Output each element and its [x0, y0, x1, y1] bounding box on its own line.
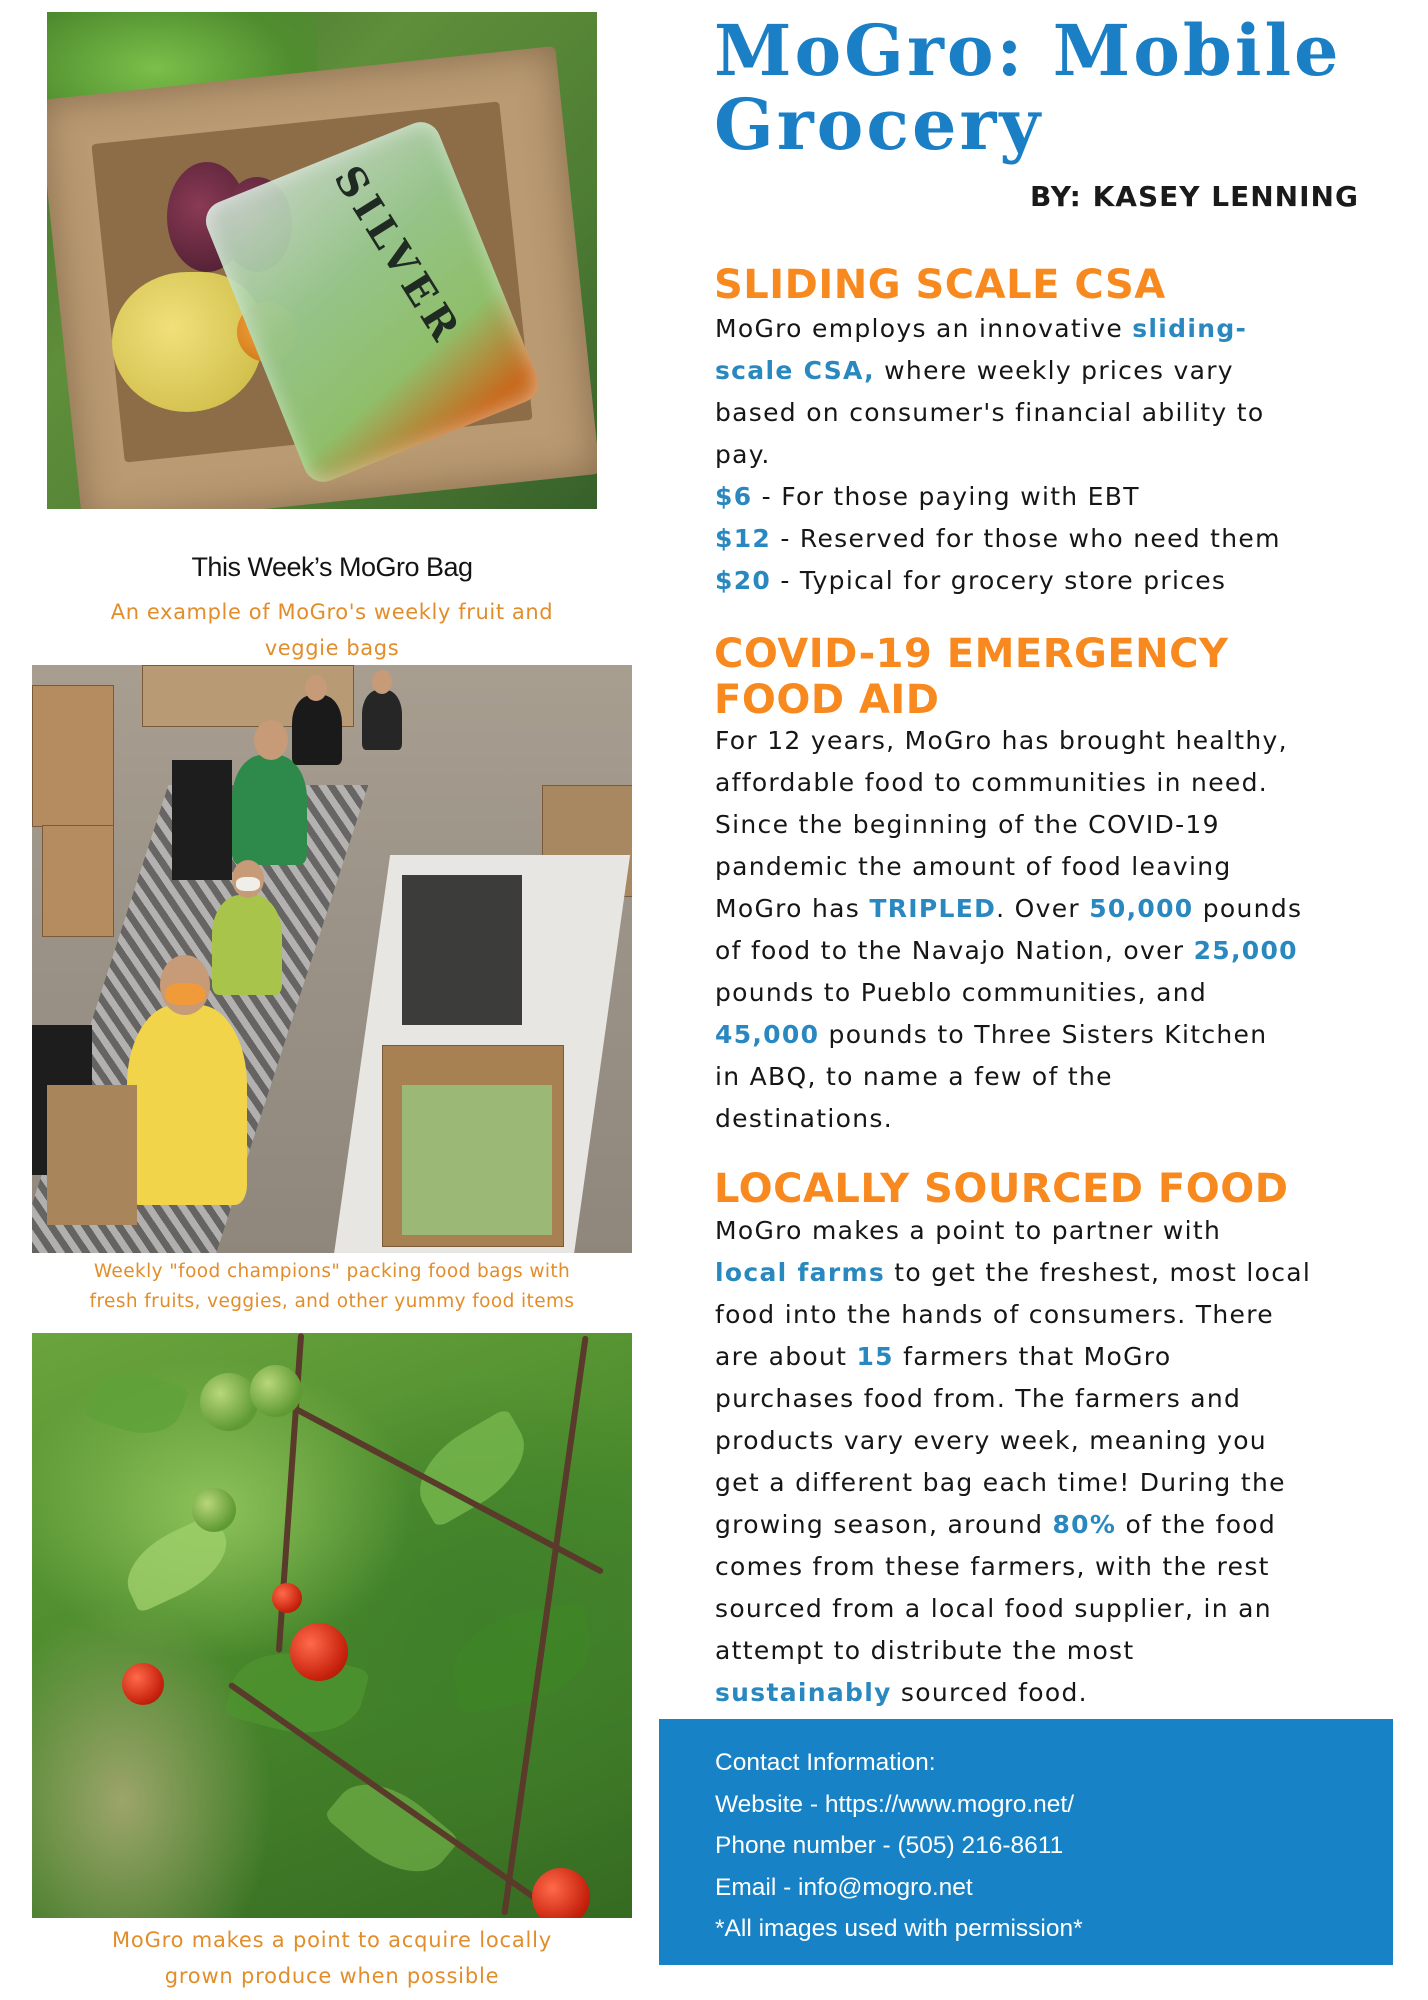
- text-segment: MoGro has: [715, 894, 870, 923]
- wire-cage: [228, 1682, 543, 1905]
- photo-food-champions: [32, 665, 632, 1253]
- text-line: [715, 1294, 1405, 1336]
- highlight-text: 15: [856, 1342, 894, 1371]
- black-crate: [172, 760, 232, 880]
- greens-in-box: [402, 1085, 552, 1235]
- highlight-text: scale CSA,: [715, 356, 875, 385]
- face-mask: [236, 877, 260, 891]
- text-segment: products vary every week, meaning you: [715, 1426, 1267, 1455]
- sliding-scale-body: [715, 308, 1405, 602]
- wire-cage: [266, 1391, 604, 1575]
- price-tier: [715, 476, 1405, 518]
- volunteer-yellow-shirt: [127, 1005, 247, 1205]
- text-segment: are about: [715, 1342, 857, 1371]
- price-description: - For those paying with EBT: [752, 482, 1140, 511]
- text-line: [715, 804, 1405, 846]
- text-segment: where weekly prices vary: [874, 356, 1234, 385]
- text-line: [715, 1462, 1405, 1504]
- text-segment: attempt to distribute the most: [715, 1636, 1135, 1665]
- heading-sliding-scale-csa: SLIDING SCALE CSA: [714, 262, 1166, 308]
- text-line: [715, 308, 1405, 350]
- leaf: [403, 1408, 542, 1529]
- text-line: [715, 1056, 1405, 1098]
- contact-heading: Contact Information:: [715, 1749, 936, 1776]
- red-tomato: [290, 1623, 348, 1681]
- volunteer-head: [305, 675, 327, 701]
- highlight-text: TRIPLED: [869, 894, 997, 923]
- contact-website[interactable]: Website - https://www.mogro.net/: [715, 1791, 1075, 1818]
- leaf: [84, 1359, 189, 1446]
- volunteer-green-vest: [232, 755, 307, 865]
- price-tier: [715, 518, 1405, 560]
- text-line: [715, 1588, 1405, 1630]
- text-line: [715, 350, 1405, 392]
- text-segment: in ABQ, to name a few of the: [715, 1062, 1113, 1091]
- text-segment: sourced from a local food supplier, in an: [715, 1594, 1272, 1623]
- local-body: [715, 1210, 1405, 1714]
- text-line: [715, 1252, 1405, 1294]
- photo-grocery-bag: [47, 12, 597, 509]
- green-tomato: [250, 1365, 302, 1417]
- contact-email[interactable]: Email - info@mogro.net: [715, 1874, 973, 1901]
- page-title: [714, 9, 1414, 166]
- text-segment: comes from these farmers, with the rest: [715, 1552, 1270, 1581]
- local-food-paragraph: [715, 1210, 1405, 1714]
- cardboard-boxes: [32, 685, 114, 827]
- heading-locally-sourced-food: LOCALLY SOURCED FOOD: [714, 1166, 1289, 1212]
- image-permission-note: *All images used with permission*: [715, 1915, 1083, 1942]
- heading-line: COVID-19 EMERGENCY: [714, 631, 1229, 677]
- paper-bag: [47, 1085, 137, 1225]
- photo1-caption: [32, 594, 632, 666]
- text-segment: farmers that MoGro: [893, 1342, 1172, 1371]
- text-line: [715, 888, 1405, 930]
- author-byline: BY: KASEY LENNING: [1030, 180, 1359, 213]
- text-segment: pounds to Three Sisters Kitchen: [819, 1020, 1268, 1049]
- text-segment: based on consumer's financial ability to: [715, 398, 1265, 427]
- photo2-caption: [32, 1257, 632, 1317]
- text-segment: pounds to Pueblo communities, and: [715, 978, 1208, 1007]
- title-line: MoGro: Mobile: [714, 9, 1342, 92]
- volunteer-background: [362, 690, 402, 750]
- text-line: [715, 1098, 1405, 1140]
- text-line: [715, 930, 1405, 972]
- produce-crates: [402, 875, 522, 1025]
- volunteer-background: [292, 695, 342, 765]
- photo-tomato-plants: [32, 1333, 632, 1918]
- price-amount: $12: [715, 524, 772, 553]
- red-tomato: [272, 1583, 302, 1613]
- price-amount: $6: [715, 482, 753, 511]
- volunteer-head: [254, 720, 288, 760]
- highlight-text: local farms: [715, 1258, 886, 1287]
- caption-line: veggie bags: [264, 636, 400, 660]
- text-segment: growing season, around: [715, 1510, 1053, 1539]
- volunteer-yellow-vest: [212, 895, 282, 995]
- green-tomato: [192, 1488, 236, 1532]
- text-segment: purchases food from. The farmers and: [715, 1384, 1242, 1413]
- text-line: [715, 1504, 1405, 1546]
- contact-info-box: [659, 1719, 1393, 1965]
- covid-body: [715, 720, 1405, 1140]
- text-segment: For 12 years, MoGro has brought healthy,: [715, 726, 1288, 755]
- text-segment: to get the freshest, most local: [885, 1258, 1312, 1287]
- highlight-text: 50,000: [1089, 894, 1194, 923]
- text-line: [715, 846, 1405, 888]
- volunteer-head: [372, 670, 392, 694]
- text-line: [715, 1630, 1405, 1672]
- photo3-caption: [32, 1922, 632, 1994]
- price-description: - Reserved for those who need them: [771, 524, 1281, 553]
- text-segment: . Over: [996, 894, 1090, 923]
- heading-line: FOOD AID: [714, 677, 940, 723]
- caption-line: Weekly "food champions" packing food bags with: [93, 1261, 571, 1282]
- price-tier-list: [715, 476, 1405, 602]
- text-line: [715, 1546, 1405, 1588]
- text-segment: of the food: [1116, 1510, 1277, 1539]
- price-tier: [715, 560, 1405, 602]
- text-line: [715, 1672, 1405, 1714]
- contact-phone[interactable]: Phone number - (505) 216-8611: [715, 1832, 1064, 1859]
- text-line: [715, 1014, 1405, 1056]
- highlight-text: 45,000: [715, 1020, 820, 1049]
- text-line: [715, 434, 1405, 476]
- photo1-title: This Week’s MoGro Bag: [191, 552, 473, 582]
- text-segment: of food to the Navajo Nation, over: [715, 936, 1194, 965]
- caption-line: MoGro makes a point to acquire locally: [112, 1928, 552, 1952]
- highlight-text: 80%: [1052, 1510, 1117, 1539]
- lettuce-bag-label: SILVER: [324, 157, 472, 354]
- text-line: [715, 1420, 1405, 1462]
- text-segment: pandemic the amount of food leaving: [715, 852, 1232, 881]
- caption-line: grown produce when possible: [164, 1964, 500, 1988]
- green-tomato: [200, 1373, 258, 1431]
- red-tomato: [122, 1663, 164, 1705]
- covid-paragraph: [715, 720, 1405, 1140]
- text-line: [715, 1378, 1405, 1420]
- cardboard-boxes: [42, 825, 114, 937]
- text-line: [715, 720, 1405, 762]
- text-segment: destinations.: [715, 1104, 893, 1133]
- text-segment: pay.: [715, 440, 771, 469]
- leaf: [445, 1602, 599, 1715]
- text-line: [715, 972, 1405, 1014]
- text-line: [715, 1336, 1405, 1378]
- text-line: [715, 762, 1405, 804]
- price-amount: $20: [715, 566, 772, 595]
- text-segment: Since the beginning of the COVID-19: [715, 810, 1220, 839]
- face-mask: [165, 983, 205, 1005]
- price-description: - Typical for grocery store prices: [771, 566, 1227, 595]
- text-segment: affordable food to communities in need.: [715, 768, 1268, 797]
- heading-covid-emergency-food-aid: [714, 631, 1414, 723]
- sliding-scale-paragraph: [715, 308, 1405, 476]
- text-segment: get a different bag each time! During the: [715, 1468, 1286, 1497]
- text-segment: pounds: [1193, 894, 1303, 923]
- text-segment: food into the hands of consumers. There: [715, 1300, 1274, 1329]
- text-line: [715, 392, 1405, 434]
- highlight-text: sustainably: [715, 1678, 892, 1707]
- caption-line: fresh fruits, veggies, and other yummy food items: [89, 1291, 575, 1312]
- title-line: Grocery: [714, 83, 1044, 166]
- highlight-text: 25,000: [1193, 936, 1298, 965]
- text-segment: sourced food.: [891, 1678, 1088, 1707]
- text-line: [715, 1210, 1405, 1252]
- caption-line: An example of MoGro's weekly fruit and: [110, 600, 554, 624]
- highlight-text: sliding-: [1132, 314, 1248, 343]
- red-tomato: [532, 1868, 590, 1918]
- text-segment: MoGro makes a point to partner with: [715, 1216, 1222, 1245]
- text-segment: MoGro employs an innovative: [715, 314, 1133, 343]
